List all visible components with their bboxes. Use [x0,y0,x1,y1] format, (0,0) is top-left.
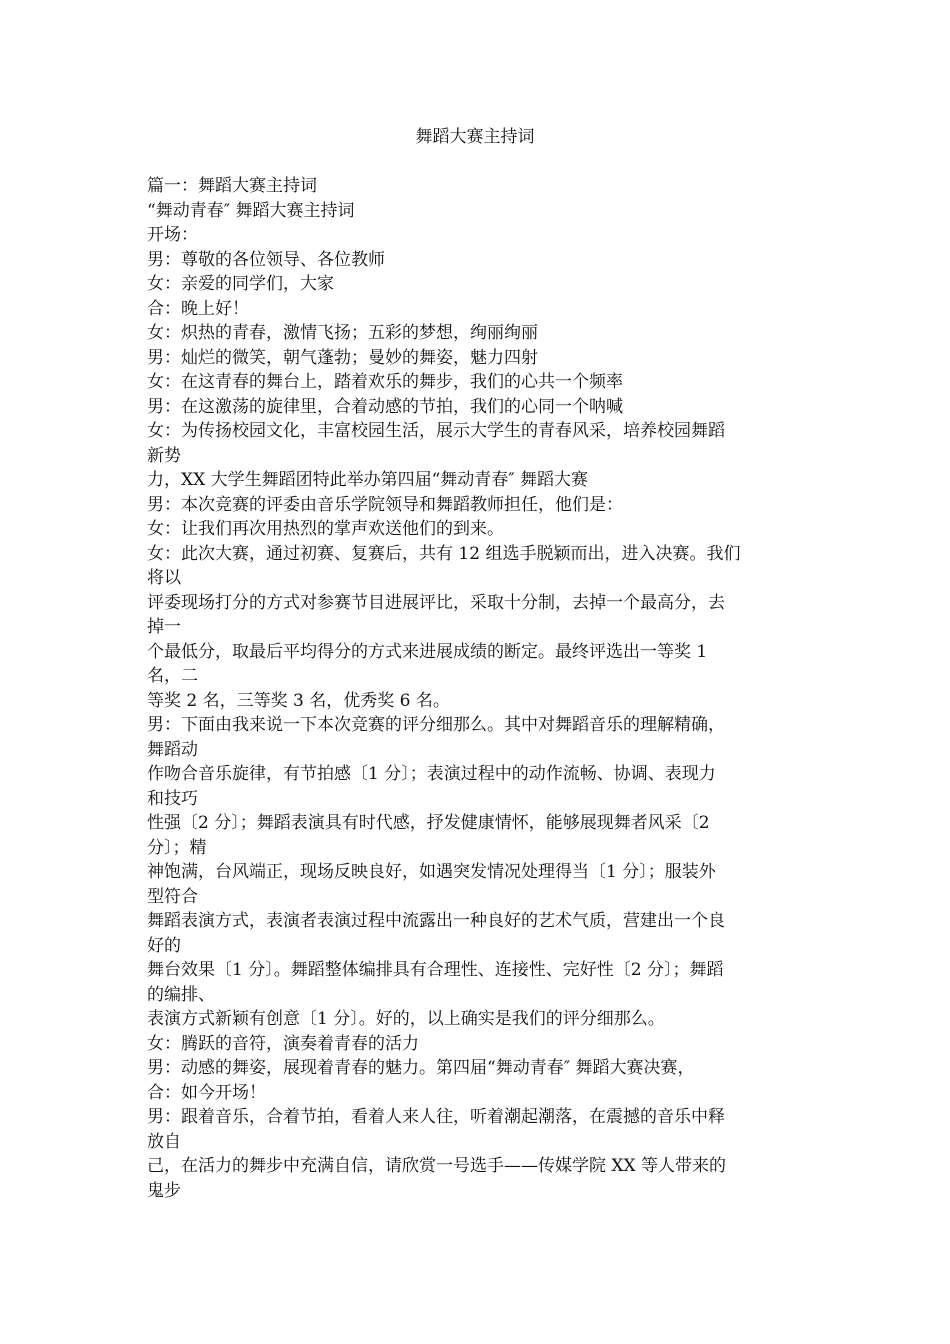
text-line: 性强〔2 分〕；舞蹈表演具有时代感，抒发健康情怀，能够展现舞者风采〔2 [147,813,710,833]
text-line: 表演方式新颖有创意〔1 分〕。好的，以上确实是我们的评分细那么。 [147,1009,665,1029]
document-body [147,174,812,1203]
text-line: 男：在这激荡的旋律里，合着动感的节拍，我们的心同一个呐喊 [147,396,623,417]
text-line: 将以 [147,568,181,588]
text-line: 好的 [147,935,181,956]
text-line: 掉一 [147,617,181,637]
text-line: 新势 [147,445,181,466]
text-line: 舞台效果〔1 分〕。舞蹈整体编排具有合理性、连接性、完好性〔2 分〕；舞蹈 [147,960,724,980]
text-line: 男：动感的舞姿，展现着青春的魅力。第四届“舞动青春″ 舞蹈大赛决赛， [147,1058,695,1078]
text-line: 舞蹈表演方式，表演者表演过程中流露出一种良好的艺术气质，营建出一个良 [147,911,725,931]
text-line: 女：为传扬校园文化，丰富校园生活，展示大学生的青春风采，培养校园舞蹈 [147,421,725,441]
text-line: 作吻合音乐旋律，有节拍感〔1 分〕；表演过程中的动作流畅、协调、表现力 [147,764,716,784]
text-line: 男：下面由我来说一下本次竞赛的评分细那么。其中对舞蹈音乐的理解精确， [147,715,725,735]
text-line: 个最低分，取最后平均得分的方式来进展成绩的断定。最终评选出一等奖 1 [147,641,708,662]
text-line: 篇一：舞蹈大赛主持词 [147,176,317,196]
text-line: 放自 [147,1131,181,1152]
text-line: 舞蹈动 [147,739,198,760]
text-line: 型符合 [147,886,198,907]
text-line: 分〕；精 [147,837,207,858]
text-line: 力，XX 大学生舞蹈团特此举办第四届“舞动青春″ 舞蹈大赛 [147,470,589,490]
document-title: 舞蹈大赛主持词 [415,127,535,147]
text-line: 神饱满，台风端正，现场反映良好，如遇突发情况处理得当〔1 分〕；服装外 [147,862,716,882]
text-line: 男：尊敬的各位领导、各位教师 [147,249,385,270]
text-line: 名，二 [147,666,198,686]
text-line: 鬼步 [147,1180,181,1201]
text-line: 男：跟着音乐，合着节拍，看着人来人往，听着潮起潮落，在震撼的音乐中释 [147,1107,725,1127]
text-line: 女：让我们再次用热烈的掌声欢送他们的到来。 [147,519,504,539]
text-line: 和技巧 [147,788,198,809]
text-line: 女：腾跃的音符，演奏着青春的活力 [147,1033,419,1054]
text-line: 合：如今开场！ [147,1082,266,1103]
text-line: 男：灿烂的微笑，朝气蓬勃；曼妙的舞姿，魅力四射 [147,347,538,368]
text-line: 等奖 2 名，三等奖 3 名，优秀奖 6 名。 [147,690,450,711]
text-line: 的编排、 [147,984,215,1005]
text-line: 合：晚上好！ [147,298,249,319]
text-line: 男：本次竞赛的评委由音乐学院领导和舞蹈教师担任，他们是： [147,494,623,515]
text-line: 开场： [147,225,198,245]
text-line: “舞动青春″ 舞蹈大赛主持词 [147,200,355,221]
text-line: 评委现场打分的方式对参赛节目进展评比，采取十分制，去掉一个最高分，去 [147,592,725,613]
text-line: 女：亲爱的同学们，大家 [147,274,334,294]
text-line: 女：在这青春的舞台上，踏着欢乐的舞步，我们的心共一个频率 [147,372,623,392]
text-line: 女：炽热的青春，激情飞扬；五彩的梦想，绚丽绚丽 [147,323,538,343]
text-line: 己，在活力的舞步中充满自信，请欣赏一号选手——传媒学院 XX 等人带来的 [147,1156,727,1176]
text-line: 女：此次大赛，通过初赛、复赛后，共有 12 组选手脱颖而出，进入决赛。我们 [147,543,741,564]
